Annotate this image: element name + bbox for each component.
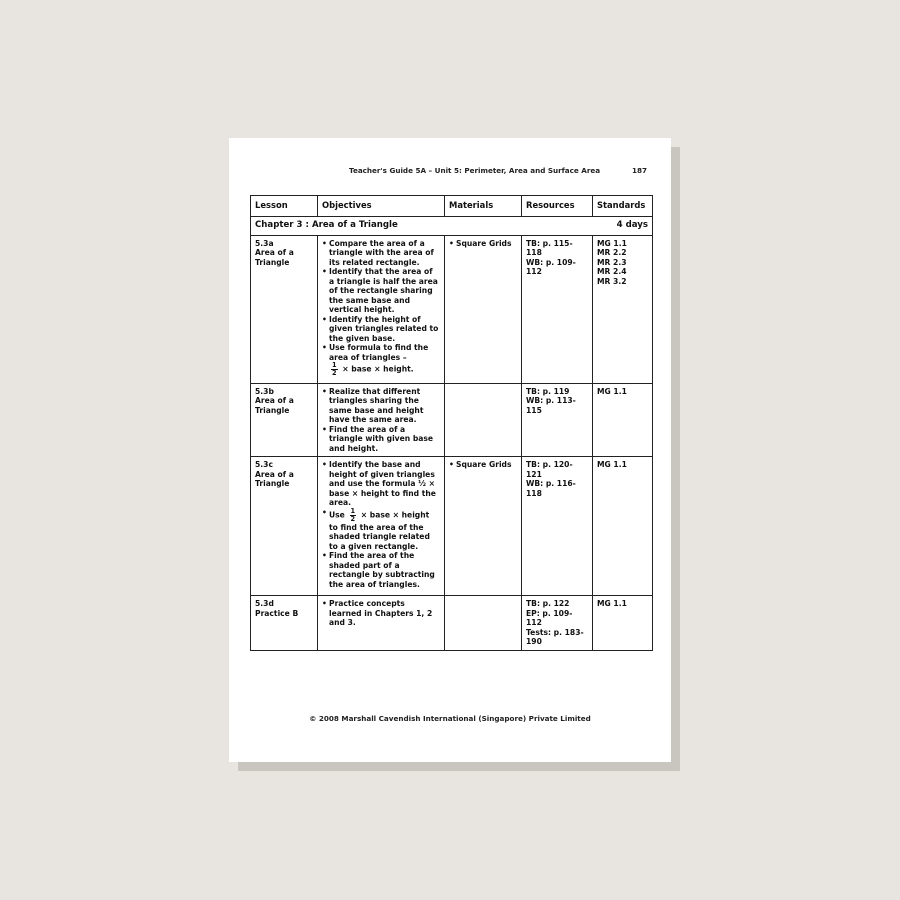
- objective-item: • Practice concepts learned in Chapters 1, 2 and 3.: [322, 599, 440, 628]
- lesson-code: 5.3b: [255, 386, 274, 396]
- materials-list: [449, 460, 517, 470]
- materials-item: • Square Grids: [449, 239, 517, 249]
- table-row: [251, 383, 653, 457]
- lesson-cell: [251, 383, 318, 457]
- table-header-row: [251, 196, 653, 217]
- objectives-list: [322, 387, 440, 454]
- objective-item: • Find the area of a triangle with given base and height.: [322, 425, 440, 454]
- copyright-footer: © 2008 Marshall Cavendish International (Singapore) Private Limited: [309, 714, 591, 723]
- lesson-cell: [251, 596, 318, 651]
- objectives-list: [322, 599, 440, 628]
- objective-item: [322, 343, 440, 377]
- objectives-cell: [318, 596, 445, 651]
- chapter-cell: [251, 217, 653, 236]
- objectives-cell: [318, 457, 445, 596]
- objective-item: [322, 508, 440, 552]
- objectives-cell: [318, 383, 445, 457]
- lesson-code: 5.3d: [255, 599, 274, 608]
- materials-item: • Square Grids: [449, 460, 517, 470]
- resources-cell: TB: p. 115-118 WB: p. 109-112: [522, 235, 593, 383]
- fraction-numerator: 1: [350, 506, 356, 515]
- objectives-cell: [318, 235, 445, 383]
- lesson-title: Area of a Triangle: [255, 469, 294, 488]
- lesson-plan-table: [250, 195, 653, 651]
- materials-cell: [445, 457, 522, 596]
- page-number: 187: [631, 166, 647, 175]
- objective-item: • Realize that different triangles sharing the same base and height have the same area.: [322, 387, 440, 425]
- table-row: [251, 596, 653, 651]
- objective-text: Use: [329, 510, 345, 519]
- lesson-title: Practice B: [255, 608, 299, 618]
- column-header-objectives: Objectives: [318, 196, 445, 217]
- objective-text: × base × height to find the area of the shaded triangle related to a given rectangle.: [329, 510, 430, 551]
- objective-item: • Identify the base and height of given triangles and use the formula ½ × base × height to find the area.: [322, 460, 440, 508]
- lesson-code: 5.3c: [255, 460, 273, 469]
- column-header-resources: Resources: [522, 196, 593, 217]
- resources-cell: TB: p. 122 EP: p. 109-112 Tests: p. 183-190: [522, 596, 593, 651]
- objectives-list: [322, 239, 440, 378]
- lesson-title: Area of a Triangle: [255, 396, 294, 415]
- objective-text: × base × height.: [342, 364, 414, 374]
- fraction-one-half: [350, 508, 357, 523]
- table-row: [251, 457, 653, 596]
- table-row: [251, 235, 653, 383]
- column-header-standards: Standards: [593, 196, 653, 217]
- objective-item: • Find the area of the shaded part of a rectangle by subtracting the area of triangles.: [322, 551, 440, 589]
- materials-list: [449, 239, 517, 249]
- lesson-cell: [251, 457, 318, 596]
- standards-cell: MG 1.1: [593, 596, 653, 651]
- lesson-cell: [251, 235, 318, 383]
- objective-item: • Compare the area of a triangle with the area of its related rectangle.: [322, 239, 440, 268]
- fraction-numerator: 1: [332, 361, 337, 369]
- fraction-denominator: 2: [350, 514, 356, 523]
- resources-cell: TB: p. 119 WB: p. 113-115: [522, 383, 593, 457]
- chapter-row: [251, 217, 653, 236]
- standards-cell: MG 1.1 MR 2.2 MR 2.3 MR 2.4 MR 3.2: [593, 235, 653, 383]
- resources-cell: TB: p. 120-121 WB: p. 116-118: [522, 457, 593, 596]
- column-header-lesson: Lesson: [251, 196, 318, 217]
- materials-cell: [445, 235, 522, 383]
- objectives-list: [322, 460, 440, 589]
- lesson-code: 5.3a: [255, 238, 274, 248]
- header-title: Teacher's Guide 5A – Unit 5: Perimeter, Area and Surface Area: [349, 166, 601, 175]
- fraction-one-half: [331, 362, 338, 377]
- lesson-title: Area of a Triangle: [255, 248, 294, 267]
- column-header-materials: Materials: [445, 196, 522, 217]
- materials-cell: [445, 383, 522, 457]
- objective-item: • Identify the height of given triangles related to the given base.: [322, 315, 440, 344]
- fraction-denominator: 2: [332, 369, 337, 377]
- standards-cell: MG 1.1: [593, 383, 653, 457]
- objective-text: Use formula to find the area of triangles –: [329, 343, 429, 362]
- document-page: [229, 138, 671, 762]
- chapter-title: Chapter 3 : Area of a Triangle: [255, 220, 398, 230]
- page-header: [229, 166, 671, 178]
- standards-cell: MG 1.1: [593, 457, 653, 596]
- chapter-duration: 4 days: [616, 220, 648, 230]
- materials-cell: [445, 596, 522, 651]
- objective-item: • Identify that the area of a triangle is half the area of the rectangle sharing the same base and vertical height.: [322, 267, 440, 315]
